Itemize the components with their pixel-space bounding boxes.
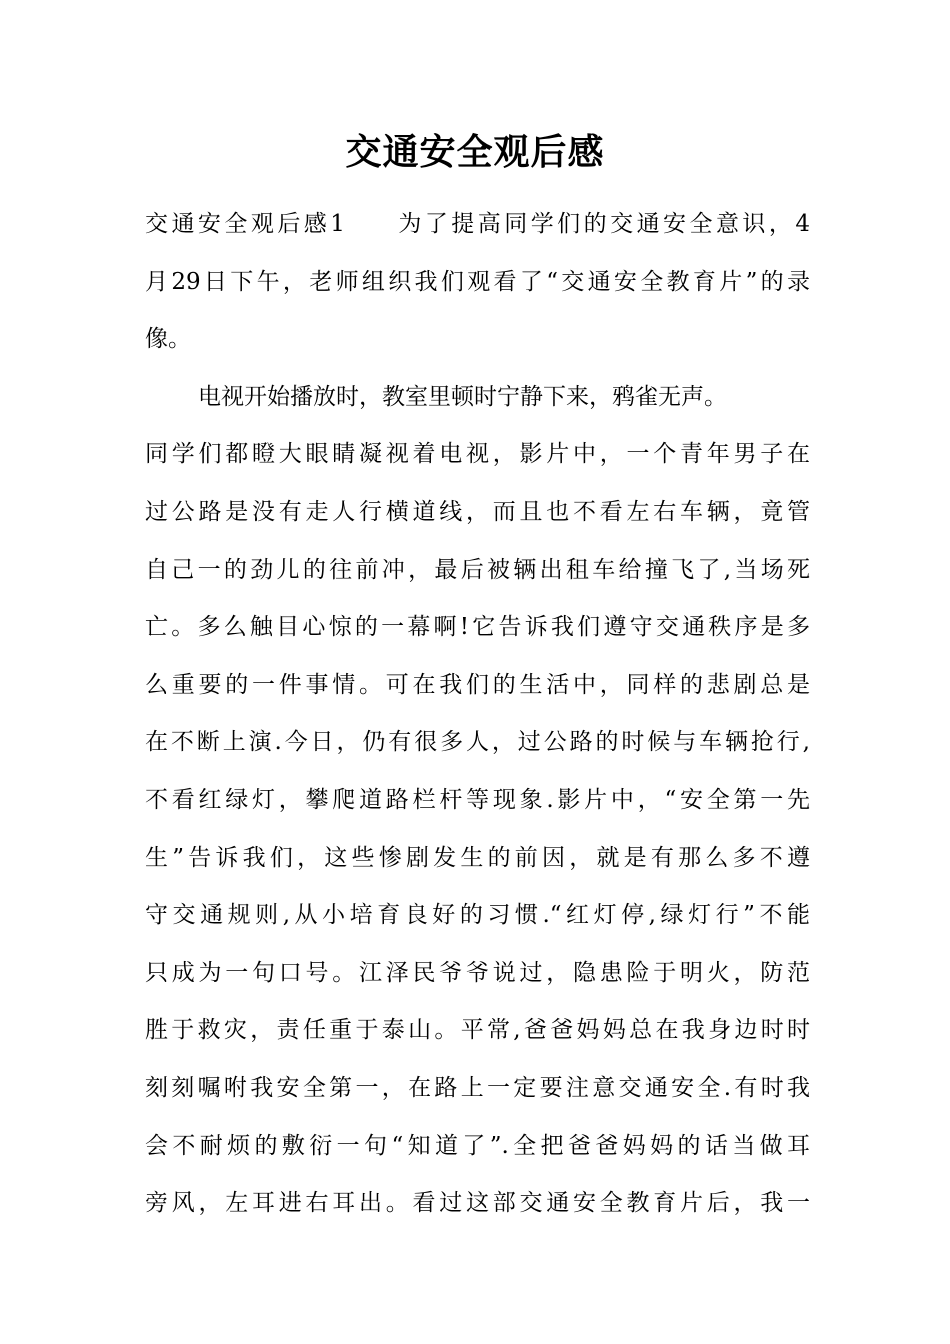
paragraph-1-text-start: 为了提高同学们的交通安全意识，4 — [394, 211, 810, 237]
paragraph-2-line-5: 亡。多么触目心惊的一幕啊!它告诉我们遵守交通秩序是多 — [145, 614, 810, 641]
paragraph-2-line-2: 同学们都瞪大眼睛凝视着电视，影片中，一个青年男子在 — [145, 441, 810, 468]
paragraph-2-line-11: 只成为一句口号。江泽民爷爷说过，隐患险于明火，防范 — [145, 959, 810, 986]
paragraph-2-line-14: 会不耐烦的敷衍一句“知道了”.全把爸爸妈妈的话当做耳 — [145, 1132, 810, 1159]
paragraph-2-line-13: 刻刻嘱咐我安全第一，在路上一定要注意交通安全.有时我 — [145, 1074, 810, 1101]
paragraph-2-line-10: 守交通规则,从小培育良好的习惯.“红灯停,绿灯行”不能 — [145, 902, 810, 929]
paragraph-2-line-8: 不看红绿灯，攀爬道路栏杆等现象.影片中，“安全第一先 — [145, 786, 810, 813]
paragraph-2-line-1: 电视开始播放时，教室里顿时宁静下来，鸦雀无声。 — [198, 383, 727, 410]
paragraph-2-line-4: 自己一的劲儿的往前冲，最后被辆出租车给撞飞了,当场死 — [145, 556, 810, 583]
paragraph-1-line-3: 像。 — [145, 326, 191, 353]
paragraph-2-line-15: 旁风，左耳进右耳出。看过这部交通安全教育片后，我一 — [145, 1190, 810, 1217]
paragraph-2-line-6: 么重要的一件事情。可在我们的生活中，同样的悲剧总是 — [145, 671, 810, 698]
paragraph-1-line-1 — [145, 196, 810, 254]
paragraph-2-line-7: 在不断上演.今日，仍有很多人，过公路的时候与车辆抢行, — [145, 729, 810, 756]
document-body — [145, 196, 810, 1233]
paragraph-2-line-3: 过公路是没有走人行横道线，而且也不看左右车辆，竟管 — [145, 498, 810, 525]
document-title: 交通安全观后感 — [345, 131, 605, 173]
section-heading: 交通安全观后感1 — [145, 211, 345, 237]
paragraph-1-line-2: 月29日下午，老师组织我们观看了“交通安全教育片”的录 — [145, 268, 810, 295]
paragraph-2-line-12: 胜于救灾，责任重于泰山。平常,爸爸妈妈总在我身边时时 — [145, 1017, 810, 1044]
paragraph-2-line-9: 生”告诉我们，这些惨剧发生的前因，就是有那么多不遵 — [145, 844, 810, 871]
